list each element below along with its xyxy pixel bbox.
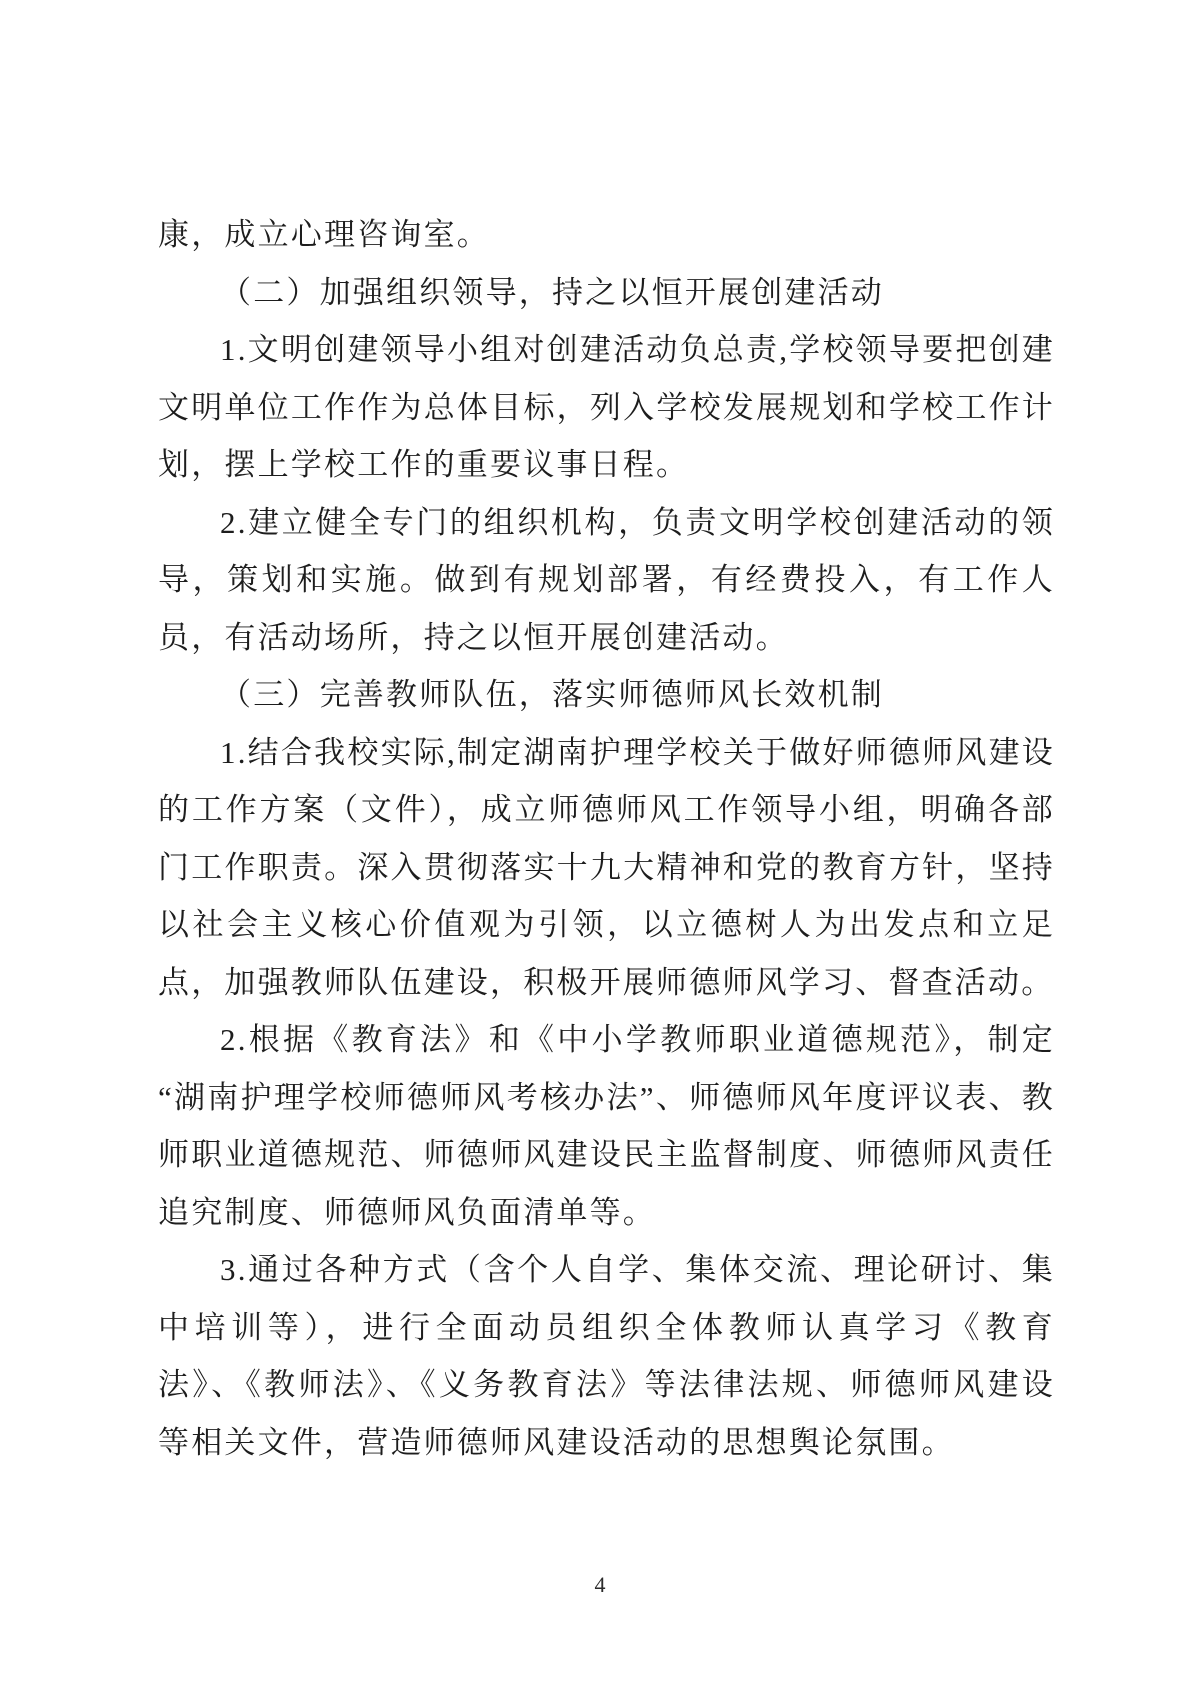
paragraph: 3.通过各种方式（含个人自学、集体交流、理论研讨、集中培训等），进行全面动员组织全体教师认真学习《教育法》、《教师法》、《义务教育法》等法律法规、师德师风建设等相关文件，营造师德师风建设活动的思想舆论氛围。 bbox=[158, 1252, 1055, 1460]
paragraph: 2.根据《教育法》和《中小学教师职业道德规范》，制定“湖南护理学校师德师风考核办法”、师德师风年度评议表、教师职业道德规范、师德师风建设民主监督制度、师德师风责任追究制度、师德师风负面清单等。 bbox=[158, 1022, 1055, 1230]
document-body bbox=[158, 206, 1055, 1471]
section-heading-organization-leadership: （二）加强组织领导，持之以恒开展创建活动 bbox=[220, 274, 884, 310]
page-number: 4 bbox=[594, 1572, 606, 1597]
paragraph: 1.文明创建领导小组对创建活动负总责,学校领导要把创建文明单位工作作为总体目标，列入学校发展规划和学校工作计划，摆上学校工作的重要议事日程。 bbox=[158, 332, 1055, 482]
paragraph: 2.建立健全专门的组织机构，负责文明学校创建活动的领导，策划和实施。做到有规划部署，有经费投入，有工作人员，有活动场所，持之以恒开展创建活动。 bbox=[158, 504, 1055, 655]
section-heading-teacher-ethics: （三）完善教师队伍，落实师德师风长效机制 bbox=[220, 677, 884, 712]
paragraph: 1.结合我校实际,制定湖南护理学校关于做好师德师风建设的工作方案（文件），成立师德师风工作领导小组，明确各部门工作职责。深入贯彻落实十九大精神和党的教育方针，坚持以社会主义核心价值观为引领，以立德树人为出发点和立足点，加强教师队伍建设，积极开展师德师风学习、督查活动。 bbox=[158, 734, 1055, 1000]
paragraph-continuation: 康，成立心理咨询室。 bbox=[158, 217, 490, 252]
